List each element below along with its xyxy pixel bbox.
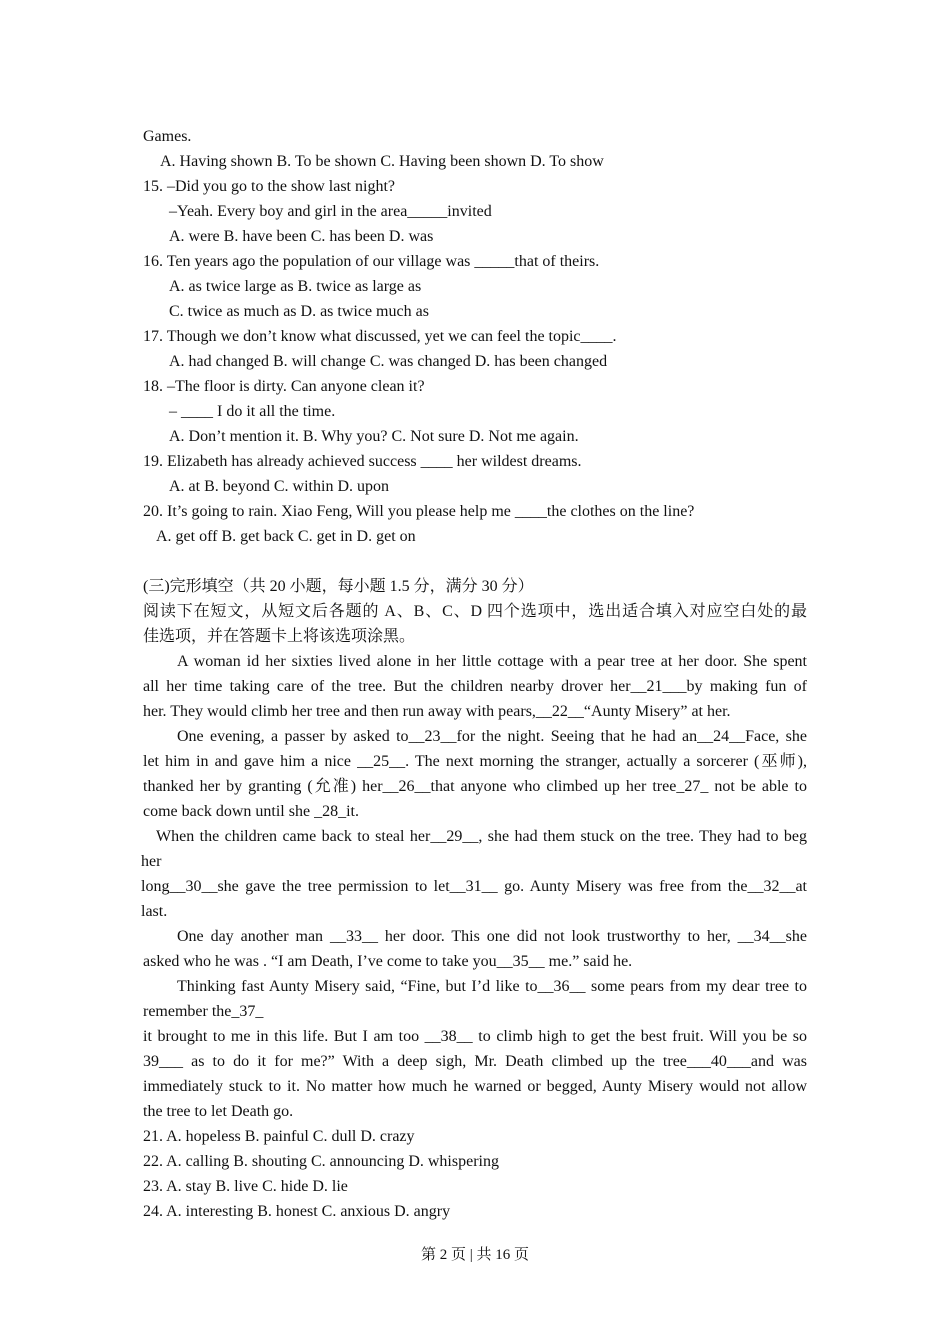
question-20: 20. It’s going to rain. Xiao Feng, Will you please help me ____the clothes on the line? [143, 503, 695, 520]
page-footer: 第 2 页 | 共 16 页 [420, 1247, 529, 1263]
passage-line: her. They would climb her tree and then run away with pears,__22__“Aunty Misery” at her. [143, 703, 731, 720]
passage-line: 39___ as to do it for me?” With a deep sigh, Mr. Death climbed up the tree___40___and was [143, 1053, 807, 1070]
question-16-options-cd: C. twice as much as D. as twice much as [169, 303, 429, 320]
question-15: 15. –Did you go to the show last night? [143, 178, 395, 195]
passage-line: One day another man __33__ her door. This one did not look trustworthy to her, __34__she [177, 928, 807, 945]
passage-line: A woman id her sixties lived alone in her little cottage with a pear tree at her door. She spent [177, 653, 807, 670]
blank-line [143, 549, 807, 574]
passage-line: let him in and gave him a nice __25__. The next morning the stranger, actually a sorcerer (巫师), [143, 753, 807, 770]
passage-line: her [141, 853, 162, 870]
question-20-options: A. get off B. get back C. get in D. get on [156, 528, 416, 545]
question-15-options: A. were B. have been C. has been D. was [169, 228, 434, 245]
section-3-heading: (三)完形填空（共 20 小题，每小题 1.5 分，满分 30 分） [143, 578, 534, 595]
passage-line: all her time taking care of the tree. But the children nearby drover her__21___by making fun of [143, 678, 807, 695]
question-19: 19. Elizabeth has already achieved success ____ her wildest dreams. [143, 453, 582, 470]
passage-line: it brought to me in this life. But I am too __38__ to climb high to get the best fruit. Will you be so [143, 1028, 807, 1045]
question-14-options: A. Having shown B. To be shown C. Having been shown D. To show [160, 153, 604, 170]
question-21-options: 21. A. hopeless B. painful C. dull D. crazy [143, 1128, 415, 1145]
question-24-options: 24. A. interesting B. honest C. anxious D. angry [143, 1203, 451, 1220]
passage-line: thanked her by granting (允准) her__26__that anyone who climbed up her tree_27_ not be able to [143, 778, 807, 795]
passage-line: Thinking fast Aunty Misery said, “Fine, but I’d like to__36__ some pears from my dear tree to [177, 978, 807, 995]
question-18: 18. –The floor is dirty. Can anyone clean it? [143, 378, 425, 395]
question-16: 16. Ten years ago the population of our village was _____that of theirs. [143, 253, 600, 270]
question-15-reply: –Yeah. Every boy and girl in the area_____invited [169, 203, 492, 220]
passage-line: remember the_37_ [143, 1003, 264, 1020]
passage-line: One evening, a passer by asked to__23__for the night. Seeing that he had an__24__Face, she [177, 728, 807, 745]
passage-line: When the children came back to steal her__29__, she had them stuck on the tree. They had to beg [156, 828, 807, 845]
document-page [143, 124, 807, 1224]
question-23-options: 23. A. stay B. live C. hide D. lie [143, 1178, 348, 1195]
section-3-instructions-2: 佳选项，并在答题卡上将该选项涂黑。 [143, 628, 416, 645]
passage-line: come back down until she _28_it. [143, 803, 359, 820]
question-18-reply: – ____ I do it all the time. [169, 403, 336, 420]
passage-line: the tree to let Death go. [143, 1103, 294, 1120]
question-18-options: A. Don’t mention it. B. Why you? C. Not sure D. Not me again. [169, 428, 579, 445]
question-22-options: 22. A. calling B. shouting C. announcing D. whispering [143, 1153, 499, 1170]
passage-line: immediately stuck to it. No matter how much he warned or begged, Aunty Misery would not allow [143, 1078, 807, 1095]
section-3-instructions-1: 阅读下在短文，从短文后各题的 A、B、C、D 四个选项中，选出适合填入对应空白处的最 [143, 603, 807, 620]
question-16-options-ab: A. as twice large as B. twice as large as [169, 278, 422, 295]
passage-line: long__30__she gave the tree permission to let__31__ go. Aunty Misery was free from the__32__at [141, 878, 807, 895]
question-17: 17. Though we don’t know what discussed, yet we can feel the topic____. [143, 328, 617, 345]
question-17-options: A. had changed B. will change C. was changed D. has been changed [169, 353, 608, 370]
question-19-options: A. at B. beyond C. within D. upon [169, 478, 389, 495]
passage-line: asked who he was . “I am Death, I’ve come to take you__35__ me.” said he. [143, 953, 633, 970]
question-14-tail: Games. [143, 128, 192, 145]
passage-line: last. [141, 903, 168, 920]
